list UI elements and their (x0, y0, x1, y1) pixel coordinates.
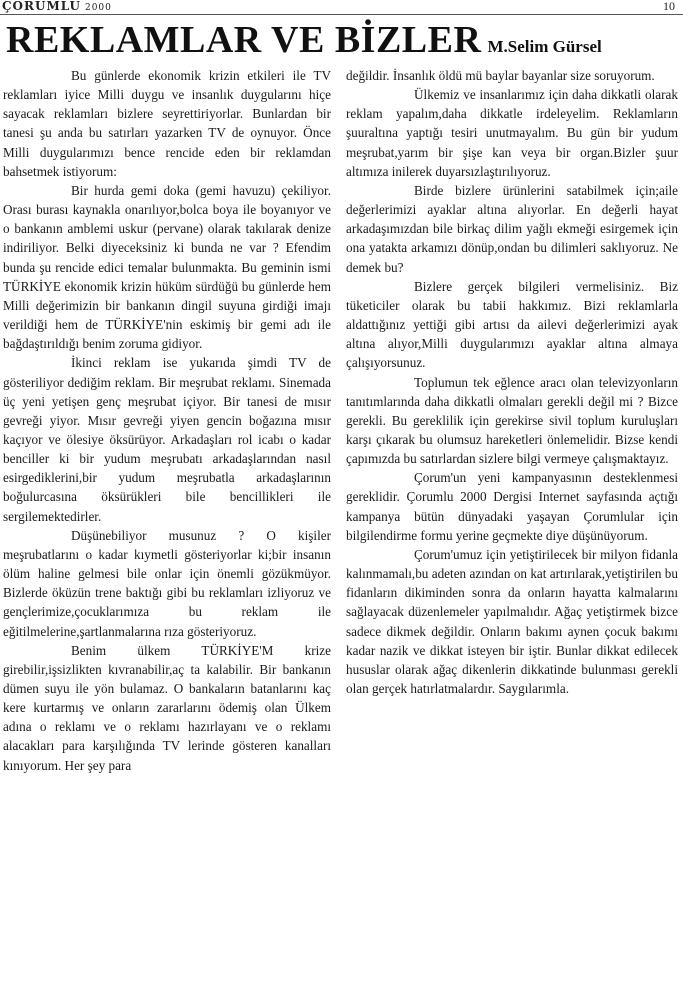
article-paragraph: Bizlere gerçek bilgileri vermelisiniz. Biz tüketiciler olarak bu tabii hakkımız. Bizi reklamlarla aldattığınız yettiği gibi artısı da ailevi değerlerimizi ayak altına alıyor,Milli duygularımızı ayaklar altına almaya çalışıyorsunuz. (346, 278, 678, 371)
article-paragraph: Çorum'umuz için yetiştirilecek bir milyon fidanla kalınmamalı,bu adeten azından on kat artırılarak,yetiştirilen bu fidanların dikiminden sonra da onların hayatta kalmalarını sağlayacak düzenlemeler yapılmalıdır. Ağaç yetiştirmek bizce sadece dikmek değildir. Onların bakımı aynen çocuk bakımı kadar nazik ve dikkat isteyen bir iştir. Bunlar dikkat edilecek hususlar olarak ağaç dikenlerin dikkatinde bulunması gerekli olan gerçek hatırlatmalardır. Saygılarımla. (346, 546, 678, 696)
magazine-name: ÇORUMLU (2, 0, 81, 13)
article-paragraph: Çorum'un yeni kampanyasının desteklenmesi gereklidir. Çorumlu 2000 Dergisi Internet sayfasında açtığı kampanya bütün dünyadaki yaşayan Çorumlular için bilgilendirme formu yerine geçmekte diye düşünüyorum. (346, 470, 678, 543)
article-title: REKLAMLAR VE BİZLER (6, 19, 482, 61)
article-paragraph-continued: değildir. İnsanlık öldü mü baylar bayanlar size soruyorum. (346, 68, 655, 83)
article-paragraph: Ülkemiz ve insanlarımız için daha dikkatli olarak reklam yapalım,daha dikkatle irdeleyelim. Reklamların şuuraltına yaptığı tesiri unutmayalım. Bu gün bir yudum meşrubat,yarım bir şişe kan veya bir organ.Bizler şuur altımıza inilerek duyarsızlaştırılıyoruz. (346, 87, 678, 179)
article-column-right (346, 66, 678, 978)
article-paragraph: Birde bizlere ürünlerini satabilmek için;aile değerlerimizi ayaklar altına alıyorlar. En değerli hayat arkadaşımızdan bile birkaç dilim yağlı ekmeği esirgemek için ona yatakta arkamızı dönüp,ondan bu dilimleri saklıyoruz. Ne demek bu? (346, 182, 678, 275)
magazine-year: 2000 (84, 3, 112, 13)
page-header (0, 0, 683, 15)
article-heading (6, 18, 678, 62)
article-paragraph: Toplumun tek eğlence aracı olan televizyonların tanıtımlarında daha dikkatli olmaları gerekli değil mi ? Bizce gerekli. Bu gereklilik için gerekirse sivil toplum kuruluşları karşı çıkarak bu olumsuz hareketleri önlemelidir. Bizse kendi çapımızda bu satırlardan sizlere bilgi vermeye çalışmaktayız. (346, 374, 678, 467)
magazine-brand (2, 0, 112, 13)
article-author: M.Selim Gürsel (487, 37, 602, 56)
article-column-left (3, 66, 331, 978)
article-paragraph: Benim ülkem TÜRKİYE'M krize girebilir,işsizlikten kıvranabilir,aç ta kalabilir. Bir bankanın dümen suyu ile yön bulamaz. O bankaların batanlarını kaç kere kurtarmış ve onların zararlarını ödemiş olan Ülkem adına o reklamı ve o reklamı hazırlayanı ve o reklamı alacakları para karşılığında TV lerinde gösteren kanalları kınıyorum. Her şey para (3, 642, 331, 773)
article-paragraph: İkinci reklam ise yukarıda şimdi TV de gösteriliyor dediğim reklam. Bir meşrubat reklamı. Sinemada üç yeni yetişen genç meşrubat içiyor. Bir tanesi de mısır gevreği yiyor. Mısır gevreği yiyen gencin boğazına mısır kaçıyor ve ölesiye öksürüyor. Arkadaşları rol icabı o kadar benciller ki bir yudum meşrubatı arkadaşlarından nasıl esirgediklerini,bir yudum meşrubatla arkadaşlarının boğulurcasına öksürükleri bile bencillikleri ile sergilemektedirler. (3, 355, 331, 524)
article-paragraph: Bir hurda gemi doka (gemi havuzu) çekiliyor. Orası burası kaynakla onarılıyor,bolca boya ile boyanıyor ve o bankanın amblemi uskur (pervane) olarak takılarak denize indiriliyor. Belki diyeceksiniz ki bunda ne var ? Efendim bunda şu rencide edici temalar bulunmakta. Bu geminin ismi TÜRKİYE ekonomik krizin hüküm sürdüğü bu günlerde hem Milli değerimizin bir bankanın dingil suyuna girdiği imajı verildiği hem de TÜRKİYE'nin eskimiş bir gemi adı ile bağdaştırıldığı benim zoruma gidiyor. (3, 182, 331, 352)
page-number: 10 (663, 0, 675, 13)
article-paragraph: Düşünebiliyor musunuz ? O kişiler meşrubatlarını o kadar kıymetli gösteriyorlar ki;bir insanın ölüm haline gelmesi bile onlar için önemli gözükmüyor. Bizlerde öküzün trene baktığı gibi bu reklamları izliyoruz ve gençlerimize,çocuklarımıza bu reklam ile eğitilmelerine,şartlanmalarına rıza gösteriyoruz. (3, 527, 331, 639)
article-paragraph: Bu günlerde ekonomik krizin etkileri ile TV reklamları iyice Milli duygu ve insanlık duygularını hiçe sayacak reklamları bizlere seyrettiriyorlar. Bunlardan bir tanesi şu anda bu satırları yazarken TV de oynuyor. Önce Milli duygularımızı bence rencide eden bir reklamdan bahsetmek istiyorum: (3, 68, 331, 179)
